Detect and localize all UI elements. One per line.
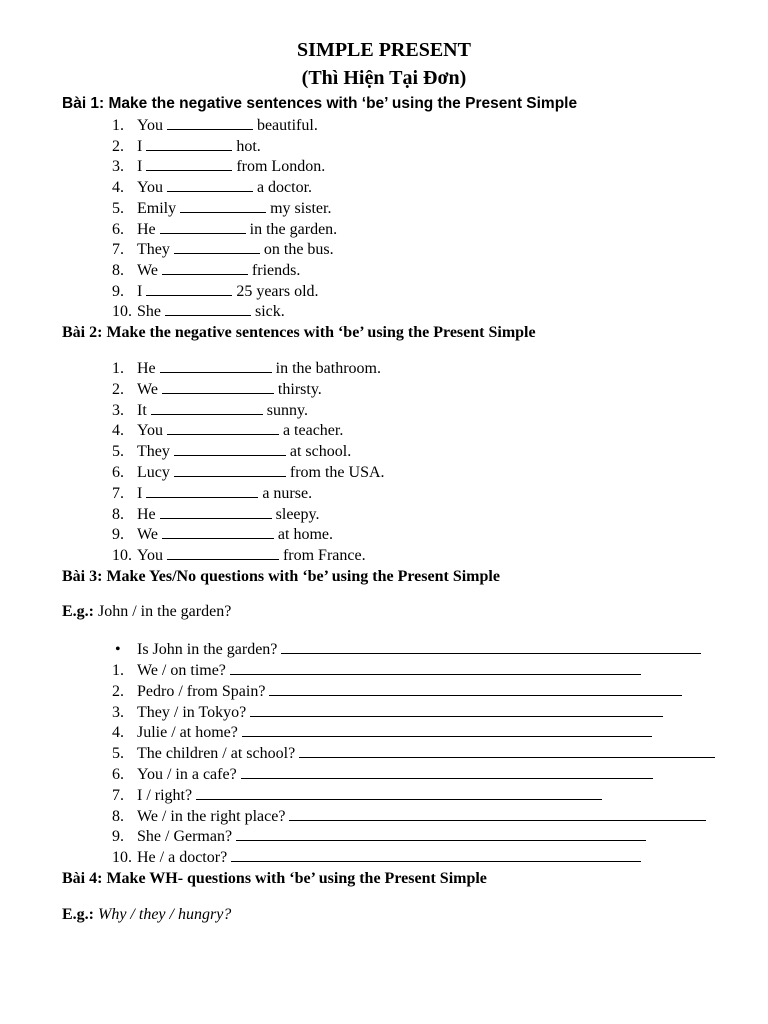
list-item (112, 301, 285, 322)
item-rest: a doctor. (256, 179, 313, 197)
item-number: 3. (112, 158, 124, 176)
example-answer: Is John in the garden? (137, 641, 278, 658)
answer-blank[interactable] (236, 826, 646, 841)
item-rest: at home. (277, 526, 334, 544)
answer-blank[interactable] (196, 785, 602, 800)
item-rest: sick. (255, 303, 285, 321)
exercise-2-heading: Bài 2: Make the negative sentences with ‘be’ using the Present Simple (62, 324, 536, 341)
list-item (112, 198, 331, 219)
item-prompt: She / German? (137, 828, 233, 846)
item-number: 8. (112, 261, 124, 279)
answer-blank[interactable] (165, 301, 251, 316)
answer-blank[interactable] (269, 681, 682, 696)
answer-blank[interactable] (167, 177, 253, 192)
page-title: SIMPLE PRESENT (297, 39, 471, 61)
answer-blank[interactable] (174, 441, 286, 456)
item-subject: He (137, 220, 156, 238)
item-subject: You (137, 547, 163, 565)
item-number: 10. (112, 303, 132, 321)
list-item (112, 441, 351, 462)
answer-blank[interactable] (250, 702, 663, 717)
item-prompt: You / in a cafe? (137, 766, 237, 783)
item-rest: from the USA. (289, 464, 385, 481)
answer-blank[interactable] (289, 806, 706, 821)
item-subject: He (137, 360, 156, 377)
item-subject: They (137, 443, 170, 461)
item-number: 8. (112, 807, 124, 825)
list-item (112, 156, 325, 177)
answer-blank[interactable] (241, 764, 653, 779)
list-item (112, 764, 657, 785)
answer-blank[interactable] (146, 483, 258, 498)
item-subject: You (137, 422, 163, 440)
item-number: 4. (112, 179, 124, 197)
item-rest: my sister. (270, 199, 332, 217)
answer-blank[interactable] (160, 219, 246, 234)
item-prompt: Julie / at home? (137, 724, 238, 742)
list-item (112, 400, 308, 421)
item-number: 3. (112, 401, 124, 419)
item-number: 1. (112, 662, 124, 679)
answer-blank[interactable] (146, 156, 232, 171)
item-subject: We (137, 380, 158, 398)
list-item (112, 239, 334, 260)
item-number: 5. (112, 199, 124, 217)
item-rest: sunny. (266, 401, 308, 419)
answer-blank[interactable] (162, 260, 248, 275)
item-number: 4. (112, 724, 124, 742)
example-label: E.g.: (62, 603, 94, 620)
exercise-1-heading: Bài 1: Make the negative sentences with ‘be’ using the Present Simple (62, 95, 578, 112)
item-rest: in the bathroom. (275, 360, 381, 377)
answer-blank[interactable] (167, 545, 279, 560)
answer-blank[interactable] (174, 462, 286, 477)
list-item (112, 847, 645, 868)
list-item (112, 524, 333, 545)
item-rest: from London. (236, 158, 326, 176)
list-item (112, 785, 606, 806)
answer-blank[interactable] (151, 400, 263, 415)
item-number: 2. (112, 137, 124, 155)
item-subject: She (137, 303, 161, 321)
answer-blank[interactable] (231, 847, 641, 862)
answer-blank[interactable] (167, 115, 253, 130)
item-number: 7. (112, 484, 124, 502)
list-item (112, 660, 645, 681)
answer-blank[interactable] (146, 136, 232, 151)
item-number: 8. (112, 505, 124, 523)
item-prompt: I / right? (137, 786, 193, 804)
list-item (112, 420, 343, 441)
list-item (112, 681, 686, 702)
list-item (112, 806, 710, 827)
answer-blank[interactable] (160, 358, 272, 373)
list-item (112, 702, 667, 723)
list-item (112, 358, 381, 379)
item-rest: at school. (289, 443, 352, 461)
item-subject: You (137, 117, 163, 134)
item-number: 9. (112, 526, 124, 544)
item-subject: They (137, 241, 170, 259)
answer-blank[interactable] (299, 743, 715, 758)
item-subject: We (137, 526, 158, 544)
list-item (112, 826, 650, 847)
answer-blank[interactable] (230, 660, 641, 675)
item-number: 7. (112, 786, 124, 804)
item-rest: sleepy. (275, 505, 320, 523)
example-label: E.g.: (62, 906, 94, 923)
item-rest: thirsty. (277, 380, 322, 398)
item-number: 6. (112, 766, 124, 783)
exercise-3-example-answer (112, 639, 705, 660)
exercise-4-heading: Bài 4: Make WH- questions with ‘be’ using the Present Simple (62, 870, 487, 887)
item-rest: beautiful. (256, 117, 318, 134)
list-item (112, 379, 322, 400)
item-subject: I (137, 484, 143, 502)
item-prompt: We / on time? (137, 662, 226, 679)
list-item (112, 462, 385, 483)
item-subject: You (137, 179, 163, 197)
answer-blank[interactable] (167, 420, 279, 435)
list-item (112, 136, 261, 157)
item-number: 1. (112, 360, 124, 377)
answer-blank[interactable] (281, 639, 701, 654)
item-rest: from France. (282, 547, 366, 565)
item-number: 6. (112, 220, 124, 238)
example-text: Why / they / hungry? (98, 906, 232, 923)
list-item (112, 281, 319, 302)
list-item (112, 177, 312, 198)
item-number: 3. (112, 703, 124, 721)
item-rest: hot. (236, 137, 261, 155)
answer-blank[interactable] (162, 379, 274, 394)
item-subject: He (137, 505, 156, 523)
answer-blank[interactable] (160, 504, 272, 519)
item-rest: friends. (251, 261, 301, 279)
answer-blank[interactable] (162, 524, 274, 539)
item-rest: 25 years old. (236, 282, 319, 300)
bullet-icon: • (115, 641, 121, 658)
item-number: 2. (112, 380, 124, 398)
item-rest: on the bus. (263, 241, 334, 259)
page-subtitle: (Thì Hiện Tại Đơn) (301, 67, 467, 89)
answer-blank[interactable] (174, 239, 260, 254)
item-prompt: Pedro / from Spain? (137, 682, 266, 700)
list-item (112, 483, 312, 504)
list-item (112, 504, 320, 525)
item-subject: Lucy (137, 464, 170, 481)
item-prompt: They / in Tokyo? (137, 703, 247, 721)
item-subject: I (137, 158, 143, 176)
item-number: 9. (112, 828, 124, 846)
item-number: 2. (112, 682, 124, 700)
item-number: 5. (112, 443, 124, 461)
item-rest: in the garden. (249, 220, 338, 238)
item-subject: I (137, 282, 143, 300)
item-number: 6. (112, 464, 124, 481)
example-text: John / in the garden? (98, 603, 232, 620)
exercise-4-example (62, 905, 231, 925)
list-item (112, 260, 300, 281)
item-rest: a teacher. (282, 422, 344, 440)
item-subject: I (137, 137, 143, 155)
item-number: 9. (112, 282, 124, 300)
item-number: 1. (112, 117, 124, 134)
item-subject: We (137, 261, 158, 279)
answer-blank[interactable] (146, 281, 232, 296)
answer-blank[interactable] (242, 722, 652, 737)
item-subject: It (137, 401, 147, 419)
item-number: 10. (112, 849, 132, 867)
item-number: 5. (112, 745, 124, 763)
answer-blank[interactable] (180, 198, 266, 213)
item-subject: Emily (137, 199, 177, 217)
item-prompt: We / in the right place? (137, 807, 286, 825)
list-item (112, 115, 318, 136)
item-number: 10. (112, 547, 132, 565)
item-number: 7. (112, 241, 124, 259)
list-item (112, 219, 337, 240)
item-prompt: The children / at school? (137, 745, 296, 763)
list-item (112, 722, 656, 743)
exercise-3-heading: Bài 3: Make Yes/No questions with ‘be’ using the Present Simple (62, 568, 500, 585)
item-prompt: He / a doctor? (137, 849, 228, 867)
item-number: 4. (112, 422, 124, 440)
list-item (112, 743, 719, 764)
exercise-3-example (62, 602, 231, 622)
list-item (112, 545, 366, 566)
item-rest: a nurse. (262, 484, 313, 502)
